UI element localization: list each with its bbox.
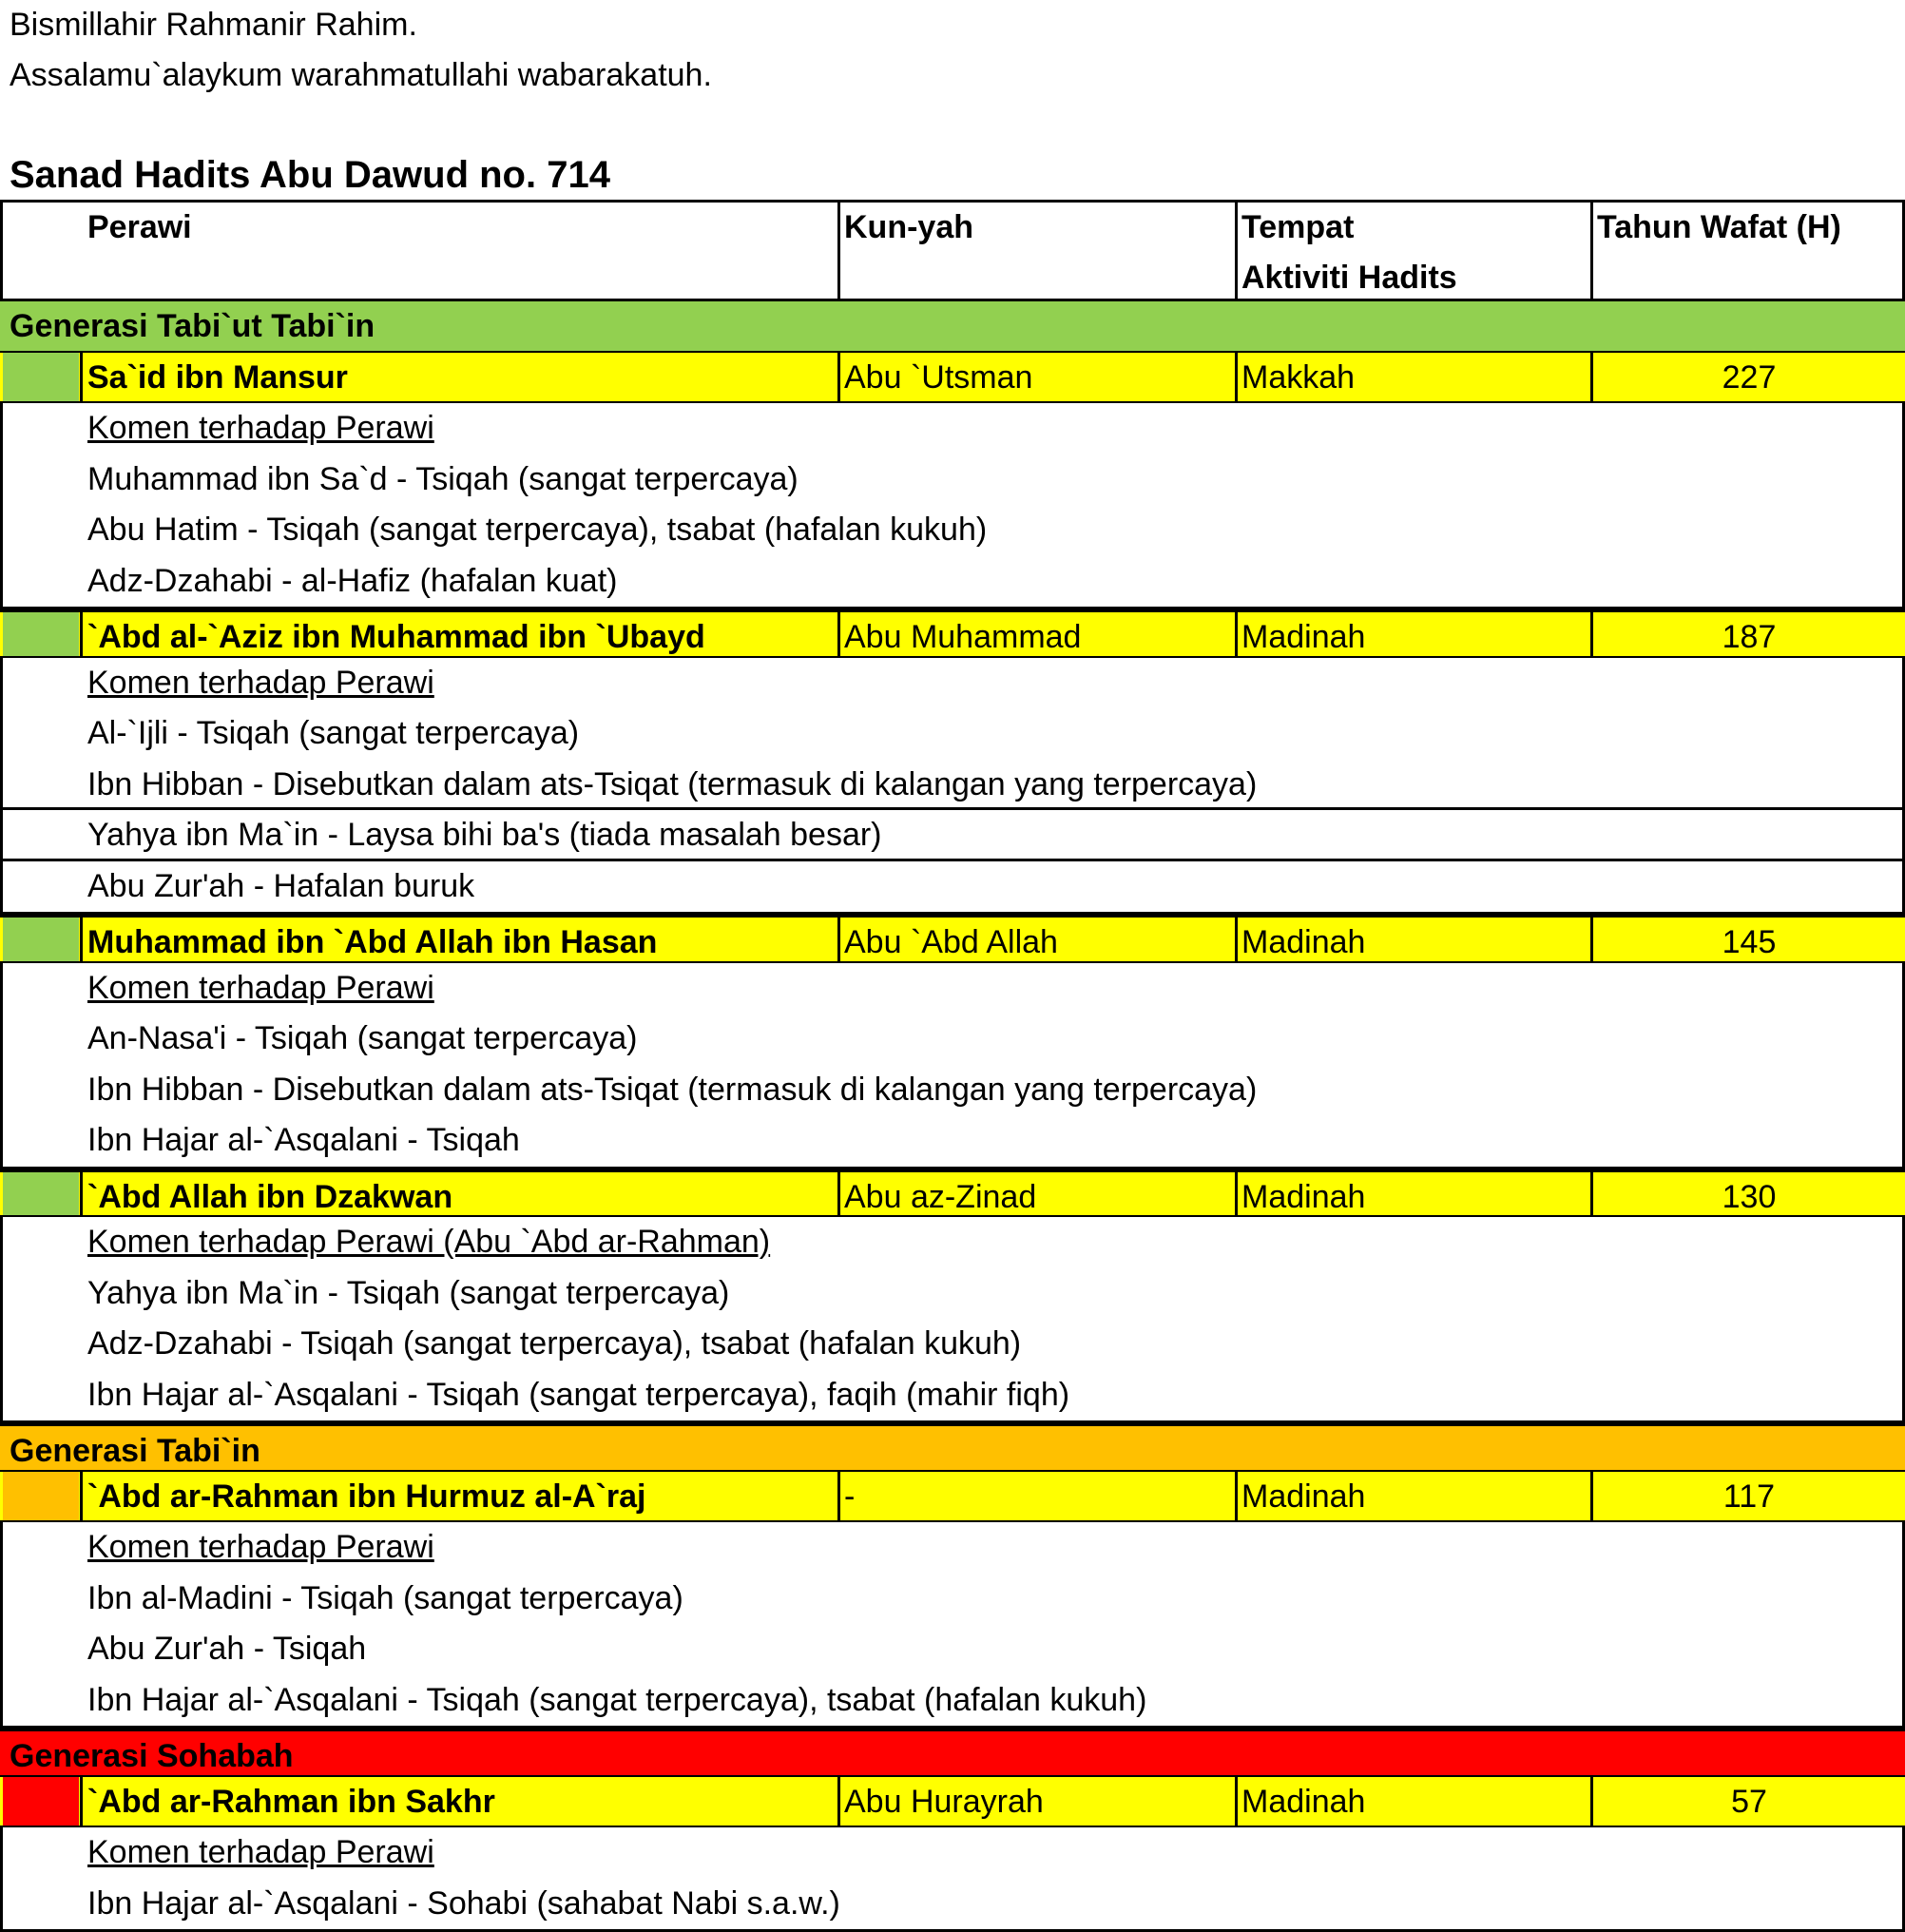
column-divider: [80, 353, 83, 402]
comment-heading-row: [0, 1217, 1905, 1268]
generation-row: [0, 301, 1905, 353]
comment-heading: Komen terhadap Perawi: [87, 969, 434, 1006]
comment-text: An-Nasa'i - Tsiqah (sangat terpercaya): [87, 1020, 638, 1056]
comment-text: Ibn Hajar al-`Asqalani - Tsiqah: [87, 1122, 520, 1158]
narrator-tempat: Makkah: [1241, 358, 1356, 396]
comment-heading-row: [0, 658, 1905, 709]
generation-color-marker: [3, 918, 79, 961]
comment-row: [0, 708, 1905, 760]
comment-row: [0, 454, 1905, 506]
narrator-tahun-wafat: 227: [1722, 358, 1777, 396]
column-divider: [837, 353, 840, 402]
comment-heading-row: [0, 1827, 1905, 1879]
generation-label: Generasi Tabi`ut Tabi`in: [10, 308, 375, 344]
comment-row: [0, 861, 1905, 913]
comment-heading: Komen terhadap Perawi: [87, 1834, 434, 1870]
comment-text: Ibn Hibban - Disebutkan dalam ats-Tsiqat (termasuk di kalangan yang terpercaya): [87, 765, 1258, 802]
narrator-kunyah: Abu az-Zinad: [844, 1178, 1037, 1215]
generation-row: [0, 1726, 1905, 1777]
column-divider: [80, 1472, 83, 1521]
column-divider: [1590, 918, 1593, 961]
comment-text: Adz-Dzahabi - Tsiqah (sangat terpercaya), tsabat (hafalan kukuh): [87, 1325, 1022, 1362]
narrator-tahun-wafat: 130: [1722, 1178, 1777, 1215]
column-divider: [837, 918, 840, 961]
header-tempat: Tempat Aktiviti Hadits: [1241, 209, 1457, 296]
column-divider: [1235, 612, 1238, 656]
comment-heading: Komen terhadap Perawi: [87, 664, 434, 701]
column-divider: [1235, 203, 1238, 299]
column-divider: [1590, 612, 1593, 656]
comment-row: [0, 760, 1905, 811]
narrator-tempat: Madinah: [1241, 1783, 1366, 1820]
greeting-line-1: Bismillahir Rahmanir Rahim.: [10, 7, 417, 43]
comment-text: Abu Zur'ah - Tsiqah: [87, 1631, 367, 1667]
narrator-name: `Abd ar-Rahman ibn Sakhr: [87, 1783, 495, 1820]
column-divider: [1235, 1777, 1238, 1826]
narrator-tahun-wafat: 117: [1722, 1478, 1776, 1515]
narrator-row: [0, 912, 1905, 963]
column-divider: [80, 612, 83, 656]
narrator-kunyah: Abu Hurayrah: [844, 1783, 1044, 1820]
comment-text: Yahya ibn Ma`in - Laysa bihi ba's (tiada masalah besar): [87, 817, 882, 853]
column-divider: [837, 1472, 840, 1521]
column-divider: [1590, 1472, 1593, 1521]
generation-color-marker: [3, 1472, 79, 1521]
column-divider: [837, 1777, 840, 1826]
page-title: Sanad Hadits Abu Dawud no. 714: [10, 154, 610, 196]
table-body: [0, 301, 1905, 1929]
column-divider: [1590, 203, 1593, 299]
narrator-kunyah: Abu Muhammad: [844, 619, 1082, 655]
column-divider: [1235, 918, 1238, 961]
comment-heading: Komen terhadap Perawi (Abu `Abd ar-Rahman): [87, 1224, 771, 1260]
narrator-name: `Abd Allah ibn Dzakwan: [87, 1178, 453, 1215]
comment-text: Abu Zur'ah - Hafalan buruk: [87, 867, 475, 904]
narrator-kunyah: Abu `Utsman: [844, 358, 1033, 396]
comment-heading: Komen terhadap Perawi: [87, 1529, 434, 1565]
column-divider: [1235, 353, 1238, 402]
narrator-name: Sa`id ibn Mansur: [87, 358, 348, 396]
comment-row: [0, 1370, 1905, 1421]
narrator-tempat: Madinah: [1241, 619, 1366, 655]
narrator-kunyah: Abu `Abd Allah: [844, 924, 1058, 960]
column-divider: [837, 1172, 840, 1216]
comment-text: Muhammad ibn Sa`d - Tsiqah (sangat terpercaya): [87, 460, 799, 497]
generation-label: Generasi Sohabah: [10, 1738, 294, 1774]
comment-text: Ibn Hajar al-`Asqalani - Tsiqah (sangat terpercaya), tsabat (hafalan kukuh): [87, 1681, 1147, 1718]
comment-row: [0, 810, 1905, 861]
column-divider: [80, 918, 83, 961]
column-divider: [1590, 353, 1593, 402]
table-header-row: [0, 200, 1905, 301]
comment-text: Al-`Ijli - Tsiqah (sangat terpercaya): [87, 715, 580, 751]
narrator-tempat: Madinah: [1241, 924, 1366, 960]
generation-color-marker: [3, 353, 79, 402]
comment-row: [0, 1065, 1905, 1116]
column-divider: [80, 1172, 83, 1216]
narrator-row: [0, 1167, 1905, 1218]
comment-row: [0, 1115, 1905, 1167]
narrator-tempat: Madinah: [1241, 1478, 1366, 1515]
narrator-row: [0, 607, 1905, 658]
comment-heading-row: [0, 1522, 1905, 1574]
comment-text: Yahya ibn Ma`in - Tsiqah (sangat terpercaya): [87, 1274, 730, 1311]
narrator-row: [0, 1777, 1905, 1828]
narrator-row: [0, 353, 1905, 404]
comment-text: Ibn Hibban - Disebutkan dalam ats-Tsiqat (termasuk di kalangan yang terpercaya): [87, 1071, 1258, 1108]
comment-row: [0, 1319, 1905, 1370]
comment-text: Ibn Hajar al-`Asqalani - Tsiqah (sangat terpercaya), faqih (mahir fiqh): [87, 1376, 1070, 1413]
narrator-name: `Abd al-`Aziz ibn Muhammad ibn `Ubayd: [87, 619, 705, 655]
sanad-table: [0, 200, 1905, 1929]
column-divider: [1235, 1472, 1238, 1521]
comment-row: [0, 1624, 1905, 1675]
comment-text: Ibn al-Madini - Tsiqah (sangat terpercaya): [87, 1579, 683, 1616]
generation-color-marker: [3, 1777, 79, 1826]
column-divider: [1590, 1777, 1593, 1826]
column-divider: [1590, 1172, 1593, 1216]
comment-row: [0, 505, 1905, 556]
narrator-tahun-wafat: 187: [1722, 619, 1777, 655]
generation-label: Generasi Tabi`in: [10, 1433, 260, 1469]
column-divider: [837, 612, 840, 656]
narrator-row: [0, 1472, 1905, 1523]
comment-row: [0, 1574, 1905, 1625]
narrator-name: `Abd ar-Rahman ibn Hurmuz al-A`raj: [87, 1478, 646, 1515]
column-divider: [837, 203, 840, 299]
narrator-tahun-wafat: 57: [1731, 1783, 1767, 1820]
column-divider: [80, 1777, 83, 1826]
header-kunyah: Kun-yah: [844, 209, 973, 245]
generation-row: [0, 1420, 1905, 1472]
comment-heading: Komen terhadap Perawi: [87, 410, 434, 446]
greeting-line-2: Assalamu`alaykum warahmatullahi wabarakatuh.: [10, 57, 712, 93]
comment-text: Abu Hatim - Tsiqah (sangat terpercaya), tsabat (hafalan kukuh): [87, 512, 988, 548]
comment-text: Adz-Dzahabi - al-Hafiz (hafalan kuat): [87, 562, 618, 599]
comment-heading-row: [0, 963, 1905, 1014]
header-tahun: Tahun Wafat (H): [1597, 209, 1841, 245]
narrator-kunyah: -: [844, 1478, 856, 1515]
comment-row: [0, 556, 1905, 608]
comment-row: [0, 1268, 1905, 1320]
column-divider: [1235, 1172, 1238, 1216]
comment-heading-row: [0, 403, 1905, 454]
comment-row: [0, 1879, 1905, 1930]
narrator-name: Muhammad ibn `Abd Allah ibn Hasan: [87, 924, 658, 960]
narrator-tahun-wafat: 145: [1722, 924, 1777, 960]
narrator-tempat: Madinah: [1241, 1178, 1366, 1215]
comment-text: Ibn Hajar al-`Asqalani - Sohabi (sahabat Nabi s.a.w.): [87, 1884, 840, 1922]
generation-color-marker: [3, 612, 79, 656]
comment-row: [0, 1675, 1905, 1727]
generation-color-marker: [3, 1172, 79, 1216]
comment-row: [0, 1014, 1905, 1065]
header-perawi: Perawi: [87, 209, 192, 245]
